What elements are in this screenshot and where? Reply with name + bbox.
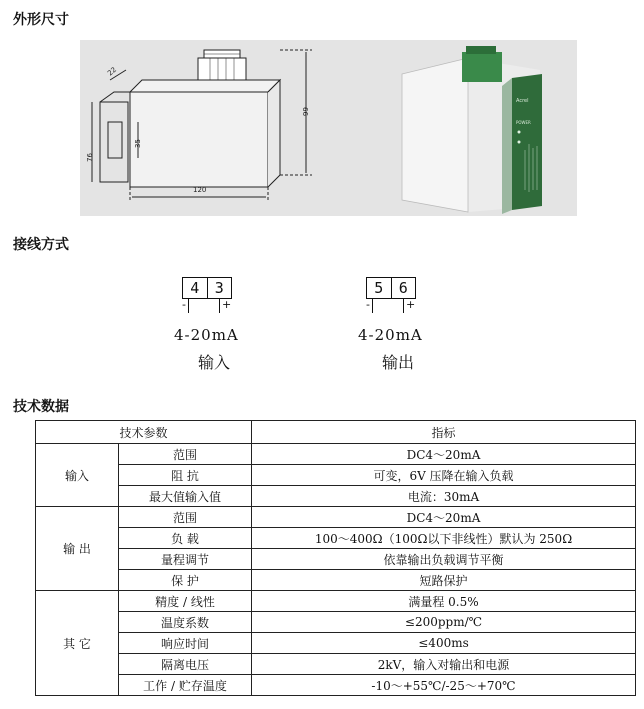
device-photo	[402, 46, 542, 214]
table-row	[36, 591, 636, 612]
param-cell: 负 载	[119, 528, 252, 549]
table-row	[36, 528, 636, 549]
output-label: 输出	[382, 353, 415, 372]
dimension-drawing	[80, 40, 577, 216]
table-row	[36, 654, 636, 675]
value-cell: 100～400Ω（100Ω以下非线性）默认为 250Ω	[252, 528, 636, 549]
output-terminal-block	[366, 277, 416, 299]
param-cell: 保 护	[119, 570, 252, 591]
value-cell: DC4～20mA	[252, 507, 636, 528]
terminal-6: 6	[391, 278, 416, 298]
group-output: 输 出	[36, 507, 119, 591]
value-cell: -10～+55℃/-25～+70℃	[252, 675, 636, 696]
table-row	[36, 570, 636, 591]
table-row	[36, 675, 636, 696]
device-brand: Acrel	[516, 98, 529, 104]
dim-depth-label: 76	[86, 153, 94, 162]
value-cell: 可变，6V 压降在输入负载	[252, 465, 636, 486]
dimensions-heading: 外形尺寸	[13, 12, 69, 28]
input-negative-sign: -	[182, 298, 186, 311]
dim-rail-label: 35	[134, 139, 142, 148]
dim-width-label: 120	[193, 186, 207, 194]
param-cell: 隔离电压	[119, 654, 252, 675]
header-value: 指标	[252, 421, 636, 444]
param-cell: 范围	[119, 444, 252, 465]
param-cell: 阻 抗	[119, 465, 252, 486]
header-param: 技术参数	[36, 421, 252, 444]
value-cell: 满量程 0.5%	[252, 591, 636, 612]
input-range: 4-20mA	[174, 326, 239, 344]
input-terminal-group	[174, 272, 260, 378]
tech-data-heading: 技术数据	[13, 399, 69, 415]
output-terminal-group	[358, 272, 444, 378]
output-positive-sign: +	[406, 298, 416, 311]
table-row	[36, 633, 636, 654]
dim-height-label: 99	[302, 107, 310, 116]
output-negative-sign: -	[366, 298, 370, 311]
dimension-figure	[80, 40, 577, 216]
table-row	[36, 486, 636, 507]
table-row	[36, 549, 636, 570]
value-cell: 电流：30mA	[252, 486, 636, 507]
value-cell: ≤400ms	[252, 633, 636, 654]
param-cell: 温度系数	[119, 612, 252, 633]
table-row	[36, 507, 636, 528]
param-cell: 精度 / 线性	[119, 591, 252, 612]
group-other: 其 它	[36, 591, 119, 696]
param-cell: 范围	[119, 507, 252, 528]
group-input: 输入	[36, 444, 119, 507]
table-header-row	[36, 421, 636, 444]
terminal-3: 3	[207, 278, 232, 298]
input-terminal-block	[182, 277, 232, 299]
table-row	[36, 444, 636, 465]
value-cell: 依靠输出负载调节平衡	[252, 549, 636, 570]
table-row	[36, 612, 636, 633]
terminal-5: 5	[374, 279, 384, 297]
param-cell: 量程调节	[119, 549, 252, 570]
param-cell: 最大值输入值	[119, 486, 252, 507]
dim-top-label: 22	[106, 65, 119, 78]
table-row	[36, 465, 636, 486]
value-cell: 2kV，输入对输出和电源	[252, 654, 636, 675]
param-cell: 工作 / 贮存温度	[119, 675, 252, 696]
value-cell: DC4～20mA	[252, 444, 636, 465]
value-cell: 短路保护	[252, 570, 636, 591]
terminal-4: 4	[190, 279, 200, 297]
input-label: 输入	[198, 353, 231, 372]
input-positive-sign: +	[222, 298, 232, 311]
param-cell: 响应时间	[119, 633, 252, 654]
output-range: 4-20mA	[358, 326, 423, 344]
value-cell: ≤200ppm/℃	[252, 612, 636, 633]
device-power-label: POWER	[516, 120, 531, 125]
wiring-heading: 接线方式	[13, 237, 69, 253]
spec-table	[35, 420, 636, 696]
